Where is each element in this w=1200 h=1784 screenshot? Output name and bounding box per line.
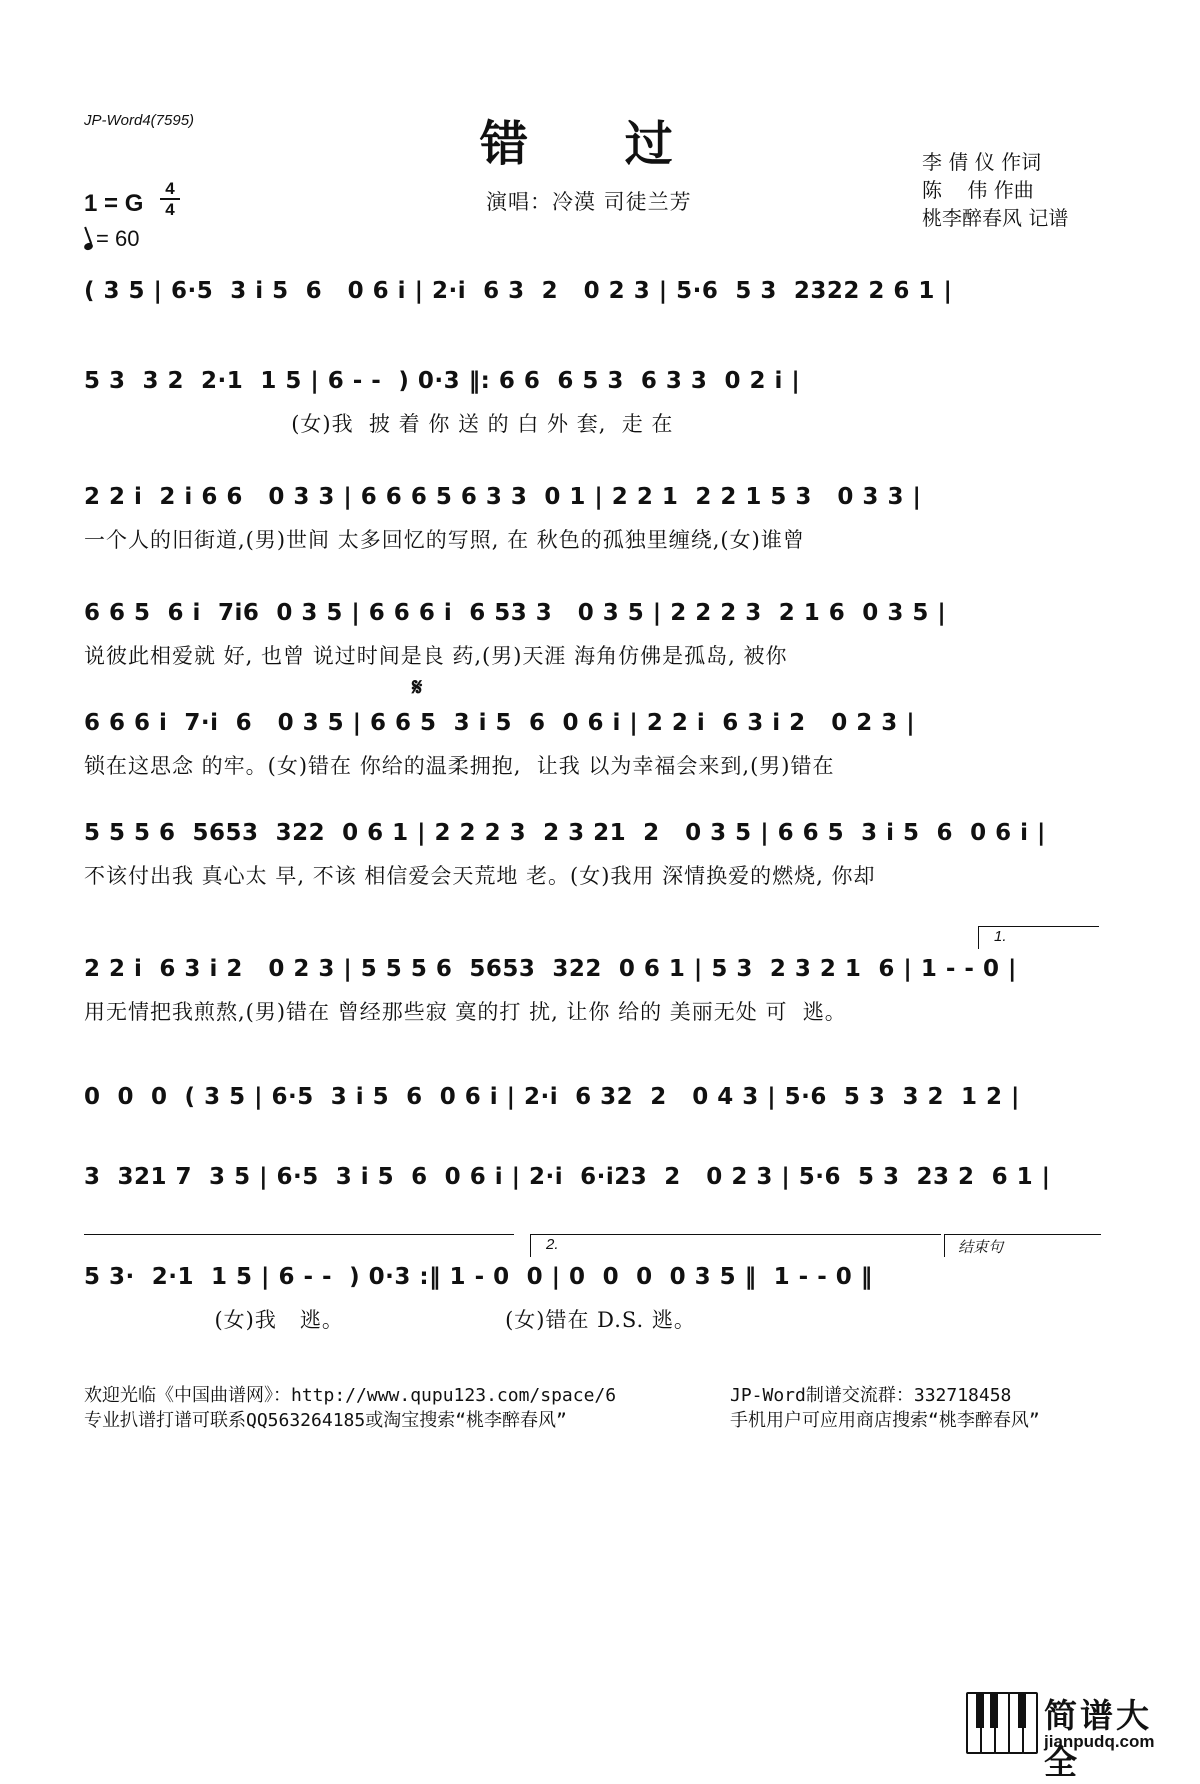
- lyrics-row-7: 用无情把我煎熬,(男)错在 曾经那些寂 寞的打 扰, 让你 给的 美丽无处 可 逃。: [84, 1000, 847, 1024]
- notation-row-4: 6 6 5 6 i 7i6 0 3 5 | 6 6 6 i 6 53 3 0 3 5 | 2 2 2 3 2 1 6 0 3 5 |: [84, 600, 947, 626]
- footer-mobile: 手机用户可应用商店搜索“桃李醉春风”: [730, 1410, 1040, 1431]
- logo-url: jianpudq.com: [1044, 1732, 1155, 1751]
- tempo-value: = 60: [96, 226, 140, 251]
- key-signature: 1 = G: [84, 190, 144, 217]
- volta-bracket-continue: [84, 1234, 514, 1257]
- time-signature-top: 4: [165, 179, 175, 198]
- time-signature: [160, 180, 180, 218]
- time-signature-bottom: 4: [165, 200, 175, 219]
- notation-row-1: ( 3 5 | 6·5 3 i 5 6 0 6 i | 2·i 6 3 2 0 2 3 | 5·6 5 3 2322 2 6 1 |: [84, 278, 953, 304]
- notation-row-8: 0 0 0 ( 3 5 | 6·5 3 i 5 6 0 6 i | 2·i 6 32 2 0 4 3 | 5·6 5 3 3 2 1 2 |: [84, 1084, 1020, 1110]
- lyrics-row-10: (女)我 逃。 (女)错在 D.S. 逃。: [84, 1308, 696, 1332]
- volta-label-2: 2.: [546, 1236, 559, 1253]
- notation-row-3: 2 2 i 2 i 6 6 0 3 3 | 6 6 6 5 6 3 3 0 1 | 2 2 1 2 2 1 5 3 0 3 3 |: [84, 484, 922, 510]
- segno-sign: 𝄋: [412, 672, 423, 701]
- footer-right: [730, 1383, 1040, 1433]
- tempo-marking: [84, 226, 139, 252]
- notation-row-7: 2 2 i 6 3 i 2 0 2 3 | 5 5 5 6 5653 322 0 6 1 | 5 3 2 3 2 1 6 | 1 - - 0 |: [84, 956, 1017, 982]
- software-version: JP-Word4(7595): [84, 112, 195, 129]
- notation-row-2: 5 3 3 2 2·1 1 5 | 6 - - ) 0·3 ‖: 6 6 6 5 3 6 3 3 0 2 i |: [84, 368, 801, 394]
- notation-row-6: 5 5 5 6 5653 322 0 6 1 | 2 2 2 3 2 3 21 2 0 3 5 | 6 6 5 3 i 5 6 0 6 i |: [84, 820, 1046, 846]
- quarter-note-icon: [83, 242, 94, 252]
- performer-line: 演唱：冷漠 司徒兰芳: [486, 190, 692, 214]
- lyrics-row-5: 锁在这思念 的牢。(女)错在 你给的温柔拥抱, 让我 以为幸福会来到,(男)错在: [84, 754, 835, 778]
- composer-credit: 陈 伟 作曲: [922, 178, 1034, 202]
- lyrics-row-3: 一个人的旧街道,(男)世间 太多回忆的写照, 在 秋色的孤独里缠绕,(女)谁曾: [84, 528, 805, 552]
- footer-group: JP-Word制谱交流群：332718458: [730, 1385, 1012, 1406]
- footer-site-link[interactable]: 欢迎光临《中国曲谱网》：http://www.qupu123.com/space/6: [84, 1385, 617, 1406]
- footer-contact: 专业扒谱打谱可联系QQ563264185或淘宝搜索“桃李醉春风”: [84, 1410, 567, 1431]
- notation-row-5: 6 6 6 i 7·i 6 0 3 5 | 6 6 5 3 i 5 6 0 6 i | 2 2 i 6 3 i 2 0 2 3 |: [84, 710, 916, 736]
- song-title: 错 过: [480, 116, 713, 172]
- site-logo[interactable]: [966, 1690, 1186, 1782]
- lyrics-row-6: 不该付出我 真心太 早, 不该 相信爱会天荒地 老。(女)我用 深情换爱的燃烧, 你却: [84, 864, 876, 888]
- notation-row-10: 5 3· 2·1 1 5 | 6 - - ) 0·3 :‖ 1 - 0 0 | 0 0 0 0 3 5 ‖ 1 - - 0 ‖: [84, 1264, 873, 1290]
- notation-row-9: 3 321 7 3 5 | 6·5 3 i 5 6 0 6 i | 2·i 6·i23 2 0 2 3 | 5·6 5 3 23 2 6 1 |: [84, 1164, 1051, 1190]
- volta-bracket-2: [530, 1234, 941, 1257]
- piano-keys-icon: [966, 1690, 1036, 1754]
- volta-label-1: 1.: [994, 928, 1007, 945]
- lyricist-credit: 李 倩 仪 作词: [922, 150, 1042, 174]
- credits: [922, 148, 1068, 232]
- lyrics-row-4: 说彼此相爱就 好, 也曾 说过时间是良 药,(男)天涯 海角仿佛是孤岛, 被你: [84, 644, 788, 668]
- transcriber-credit: 桃李醉春风 记谱: [922, 206, 1069, 230]
- ending-label: 结束句: [958, 1239, 1004, 1256]
- logo-text: 简谱大全: [1044, 1696, 1152, 1782]
- footer-left: [84, 1383, 616, 1433]
- lyrics-row-2: (女)我 披 着 你 送 的 白 外 套, 走 在: [84, 412, 674, 436]
